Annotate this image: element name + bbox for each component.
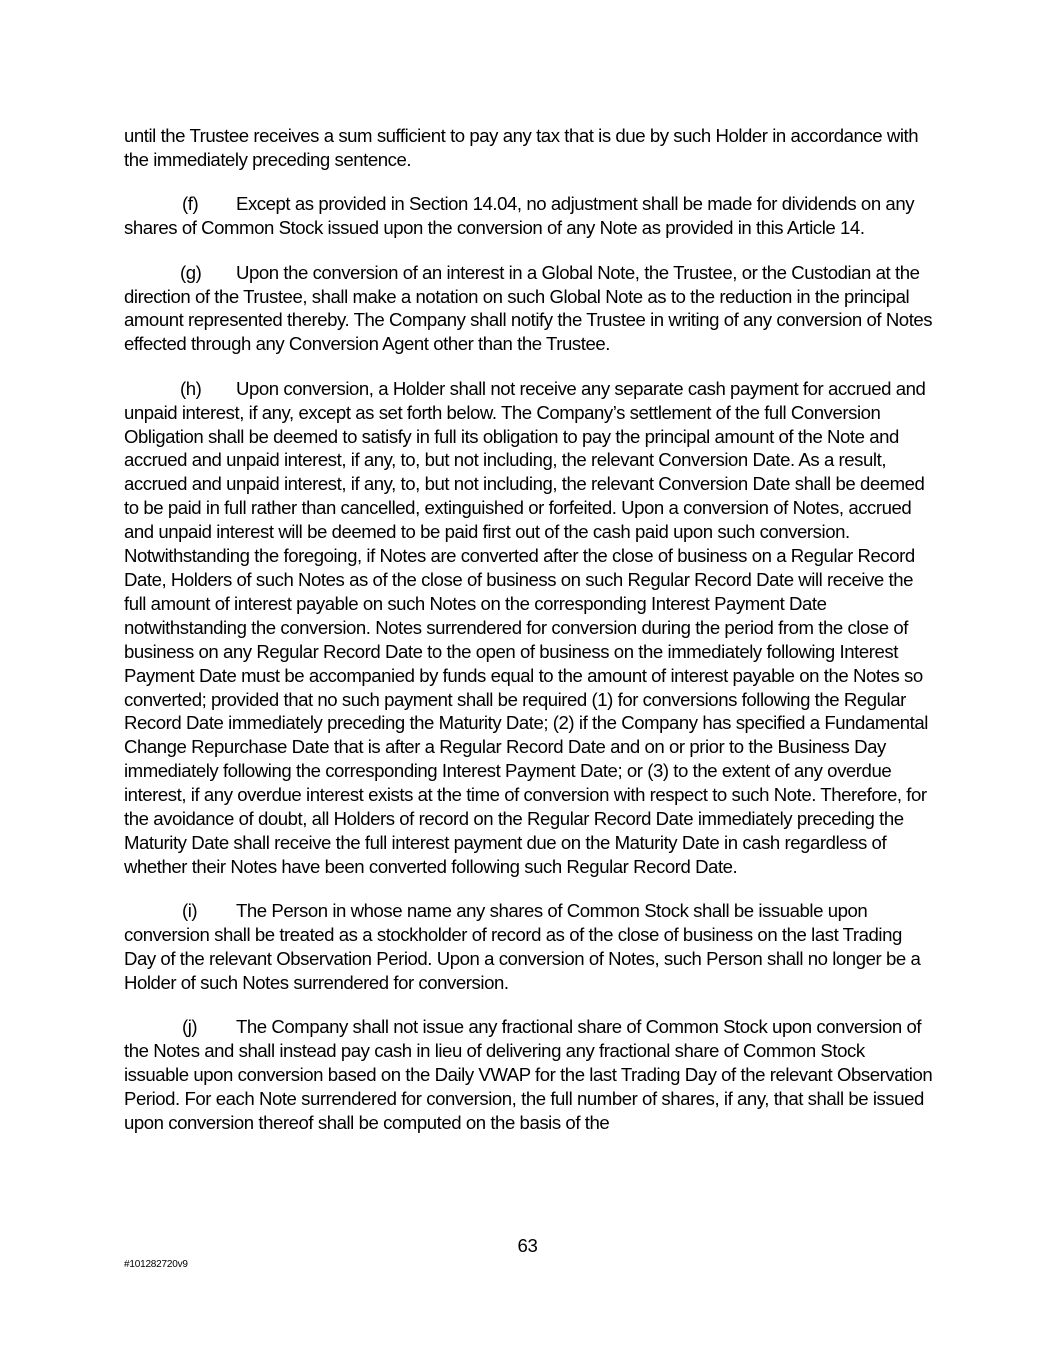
document-body bbox=[124, 124, 934, 1155]
paragraph-g bbox=[124, 261, 934, 357]
paragraph-text: Upon conversion, a Holder shall not receive any separate cash payment for accrued and unpaid interest, if any, except as set forth below. The Company’s settlement of the full Conversion Obligation shall be deemed to satisfy in full its obligation to pay the principal amount of the Note and accrued and unpaid interest, if any, to, but not including, the relevant Conversion Date. As a result, accrued and unpaid interest, if any, to, but not including, the relevant Conversion Date shall be deemed to be paid in full rather than cancelled, extinguished or forfeited. Upon a conversion of Notes, accrued and unpaid interest will be deemed to be paid first out of the cash paid upon such conversion. Notwithstanding the foregoing, if Notes are converted after the close of business on a Regular Record Date, Holders of such Notes as of the close of business on such Regular Record Date will receive the full amount of interest payable on such Notes on the corresponding Interest Payment Date notwithstanding the conversion. Notes surrendered for conversion during the period from the close of business on any Regular Record Date to the open of business on the immediately following Interest Payment Date must be accompanied by funds equal to the amount of interest payable on the Notes so converted; provided that no such payment shall be required (1) for conversions following the Regular Record Date immediately preceding the Maturity Date; (2) if the Company has specified a Fundamental Change Repurchase Date that is after a Regular Record Date and on or prior to the Business Day immediately following the corresponding Interest Payment Date; or (3) to the extent of any overdue interest, if any overdue interest exists at the time of conversion with respect to such Note. Therefore, for the avoidance of doubt, all Holders of record on the Regular Record Date immediately preceding the Maturity Date shall receive the full interest payment due on the Maturity Date in cash regardless of whether their Notes have been converted following such Regular Record Date. bbox=[124, 377, 928, 877]
paragraph-label: (j) bbox=[182, 1016, 198, 1038]
page-number: 63 bbox=[517, 1235, 538, 1256]
paragraph-label: (i) bbox=[182, 900, 198, 922]
paragraph-text: The Person in whose name any shares of Common Stock shall be issuable upon conversion shall be treated as a stockholder of record as of the close of business on the last Trading Day of the relevant Observation Period. Upon a conversion of Notes, such Person shall no longer be a Holder of such Notes surrendered for conversion. bbox=[124, 900, 921, 993]
paragraph-i bbox=[124, 899, 934, 995]
paragraph-label: (f) bbox=[182, 193, 199, 215]
paragraph-text: Upon the conversion of an interest in a Global Note, the Trustee, or the Custodian at the direction of the Trustee, shall make a notation on such Global Note as to the reduction in the principal amount represented thereby. The Company shall notify the Trustee in writing of any conversion of Notes effected through any Conversion Agent other than the Trustee. bbox=[124, 261, 933, 355]
paragraph-j bbox=[124, 1015, 934, 1135]
paragraph-text: The Company shall not issue any fractional share of Common Stock upon conversion of the Notes and shall instead pay cash in lieu of delivering any fractional share of Common Stock issuable upon conversion based on the Daily VWAP for the last Trading Day of the relevant Observation Period. For each Note surrendered for conversion, the full number of shares, if any, that shall be issued upon conversion thereof shall be computed on the basis of the bbox=[124, 1016, 933, 1134]
paragraph-text: Except as provided in Section 14.04, no adjustment shall be made for dividends on any shares of Common Stock issued upon the conversion of any Note as provided in this Article 14. bbox=[124, 193, 915, 239]
paragraph-label: (h) bbox=[180, 377, 202, 399]
paragraph-h bbox=[124, 377, 934, 879]
paragraph-f bbox=[124, 192, 934, 240]
paragraph-label: (g) bbox=[180, 261, 202, 283]
continuation-paragraph: until the Trustee receives a sum sufficient to pay any tax that is due by such Holder in accordance with the immediately preceding sentence. bbox=[124, 125, 919, 170]
document-id: #101282720v9 bbox=[124, 1259, 188, 1270]
